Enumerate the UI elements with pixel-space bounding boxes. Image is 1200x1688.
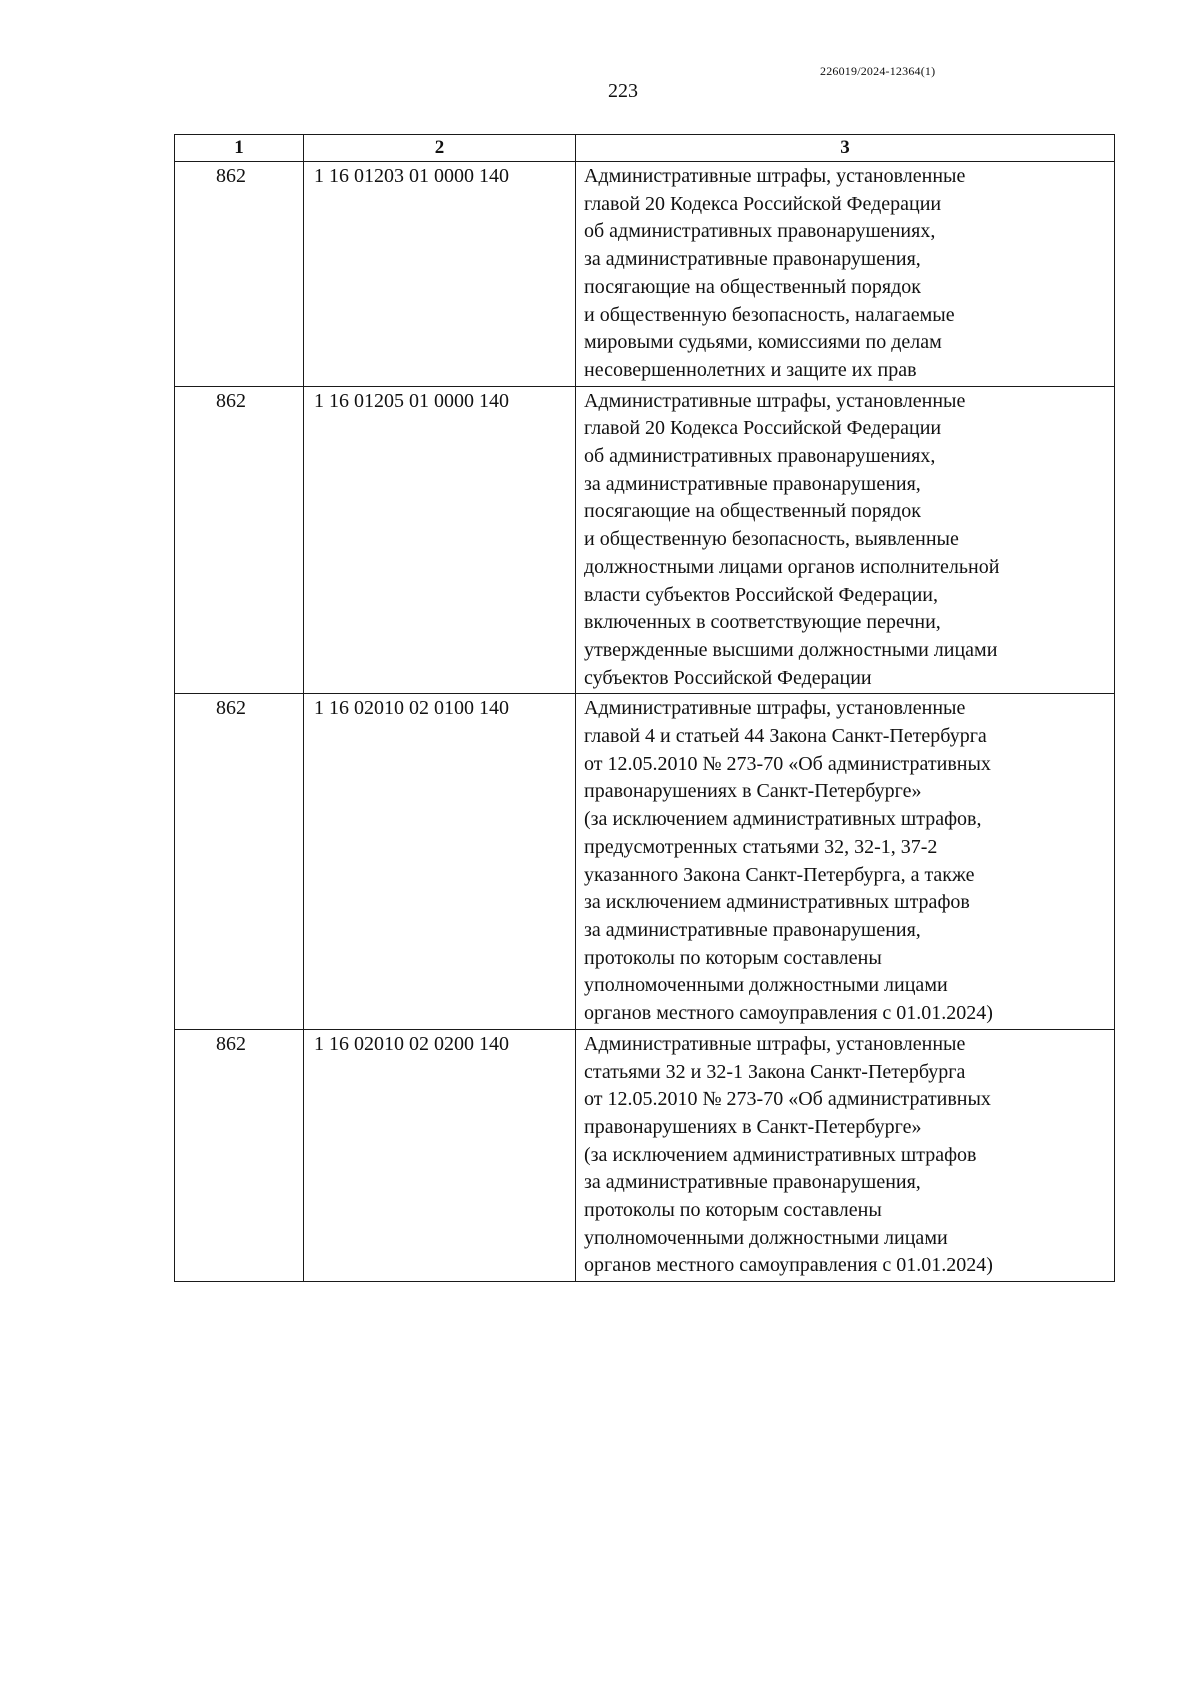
description-line: субъектов Российской Федерации bbox=[584, 666, 872, 689]
column-header-2: 2 bbox=[304, 135, 576, 162]
description-line: уполномоченными должностными лицами bbox=[584, 1226, 948, 1249]
description-line: указанного Закона Санкт-Петербурга, а также bbox=[584, 863, 975, 886]
description-line: Административные штрафы, установленные bbox=[584, 697, 966, 720]
description-line: органов местного самоуправления с 01.01.2024) bbox=[584, 1254, 993, 1277]
description-line: посягающие на общественный порядок bbox=[584, 275, 921, 298]
description-line: уполномоченными должностными лицами bbox=[584, 974, 948, 997]
description-line: за административные правонарушения, bbox=[584, 918, 921, 941]
description-line: об административных правонарушениях, bbox=[584, 220, 936, 243]
kbk-code-cell: 1 16 02010 02 0200 140 bbox=[304, 1029, 576, 1281]
description-line: предусмотренных статьями 32, 32-1, 37-2 bbox=[584, 835, 938, 858]
admin-code-cell: 862 bbox=[175, 386, 304, 694]
description-line: от 12.05.2010 № 273-70 «Об административных bbox=[584, 752, 991, 775]
description-line: органов местного самоуправления с 01.01.2024) bbox=[584, 1002, 993, 1025]
description-line: должностными лицами органов исполнительной bbox=[584, 555, 1000, 578]
kbk-code-cell: 1 16 02010 02 0100 140 bbox=[304, 694, 576, 1029]
column-header-1: 1 bbox=[175, 135, 304, 162]
kbk-code-cell: 1 16 01203 01 0000 140 bbox=[304, 162, 576, 387]
description-line: за исключением административных штрафов bbox=[584, 891, 970, 914]
description-line: за административные правонарушения, bbox=[584, 472, 921, 495]
description-line: мировыми судьями, комиссиями по делам bbox=[584, 331, 942, 354]
description-line: главой 20 Кодекса Российской Федерации bbox=[584, 417, 942, 440]
description-line: за административные правонарушения, bbox=[584, 1171, 921, 1194]
budget-codes-table bbox=[174, 134, 1115, 1282]
description-line: протоколы по которым составлены bbox=[584, 1199, 882, 1222]
description-line: правонарушениях в Санкт-Петербурге» bbox=[584, 1115, 922, 1138]
description-line: включенных в соответствующие перечни, bbox=[584, 611, 941, 634]
description-line: от 12.05.2010 № 273-70 «Об административных bbox=[584, 1088, 991, 1111]
table-row bbox=[175, 162, 1115, 387]
table-row bbox=[175, 1029, 1115, 1281]
description-line: и общественную безопасность, выявленные bbox=[584, 528, 959, 551]
table-row bbox=[175, 386, 1115, 694]
description-line: правонарушениях в Санкт-Петербурге» bbox=[584, 780, 922, 803]
description-line: утвержденные высшими должностными лицами bbox=[584, 638, 998, 661]
description-line: главой 4 и статьей 44 Закона Санкт-Петербурга bbox=[584, 725, 987, 748]
admin-code-cell: 862 bbox=[175, 1029, 304, 1281]
document-id: 226019/2024-12364(1) bbox=[820, 64, 936, 78]
column-header-3: 3 bbox=[576, 135, 1115, 162]
page-number: 223 bbox=[608, 80, 638, 102]
description-line: за административные правонарушения, bbox=[584, 248, 921, 271]
description-line: (за исключением административных штрафов bbox=[584, 1143, 977, 1166]
table-body bbox=[175, 162, 1115, 1282]
admin-code-cell: 862 bbox=[175, 694, 304, 1029]
description-line: несовершеннолетних и защите их прав bbox=[584, 358, 917, 381]
description-line: статьями 32 и 32-1 Закона Санкт-Петербурга bbox=[584, 1060, 966, 1083]
description-cell bbox=[576, 1029, 1115, 1281]
description-line: и общественную безопасность, налагаемые bbox=[584, 303, 955, 326]
description-cell bbox=[576, 694, 1115, 1029]
description-line: Административные штрафы, установленные bbox=[584, 389, 966, 412]
kbk-code-cell: 1 16 01205 01 0000 140 bbox=[304, 386, 576, 694]
table-header-row bbox=[175, 135, 1115, 162]
description-line: Административные штрафы, установленные bbox=[584, 165, 966, 187]
description-line: посягающие на общественный порядок bbox=[584, 500, 921, 523]
description-line: главой 20 Кодекса Российской Федерации bbox=[584, 192, 942, 215]
description-line: (за исключением административных штрафов, bbox=[584, 808, 982, 831]
description-line: власти субъектов Российской Федерации, bbox=[584, 583, 938, 606]
description-line: Административные штрафы, установленные bbox=[584, 1032, 966, 1055]
table-row bbox=[175, 694, 1115, 1029]
description-cell bbox=[576, 386, 1115, 694]
admin-code-cell: 862 bbox=[175, 162, 304, 387]
description-line: протоколы по которым составлены bbox=[584, 946, 882, 969]
description-line: об административных правонарушениях, bbox=[584, 445, 936, 468]
description-cell bbox=[576, 162, 1115, 387]
